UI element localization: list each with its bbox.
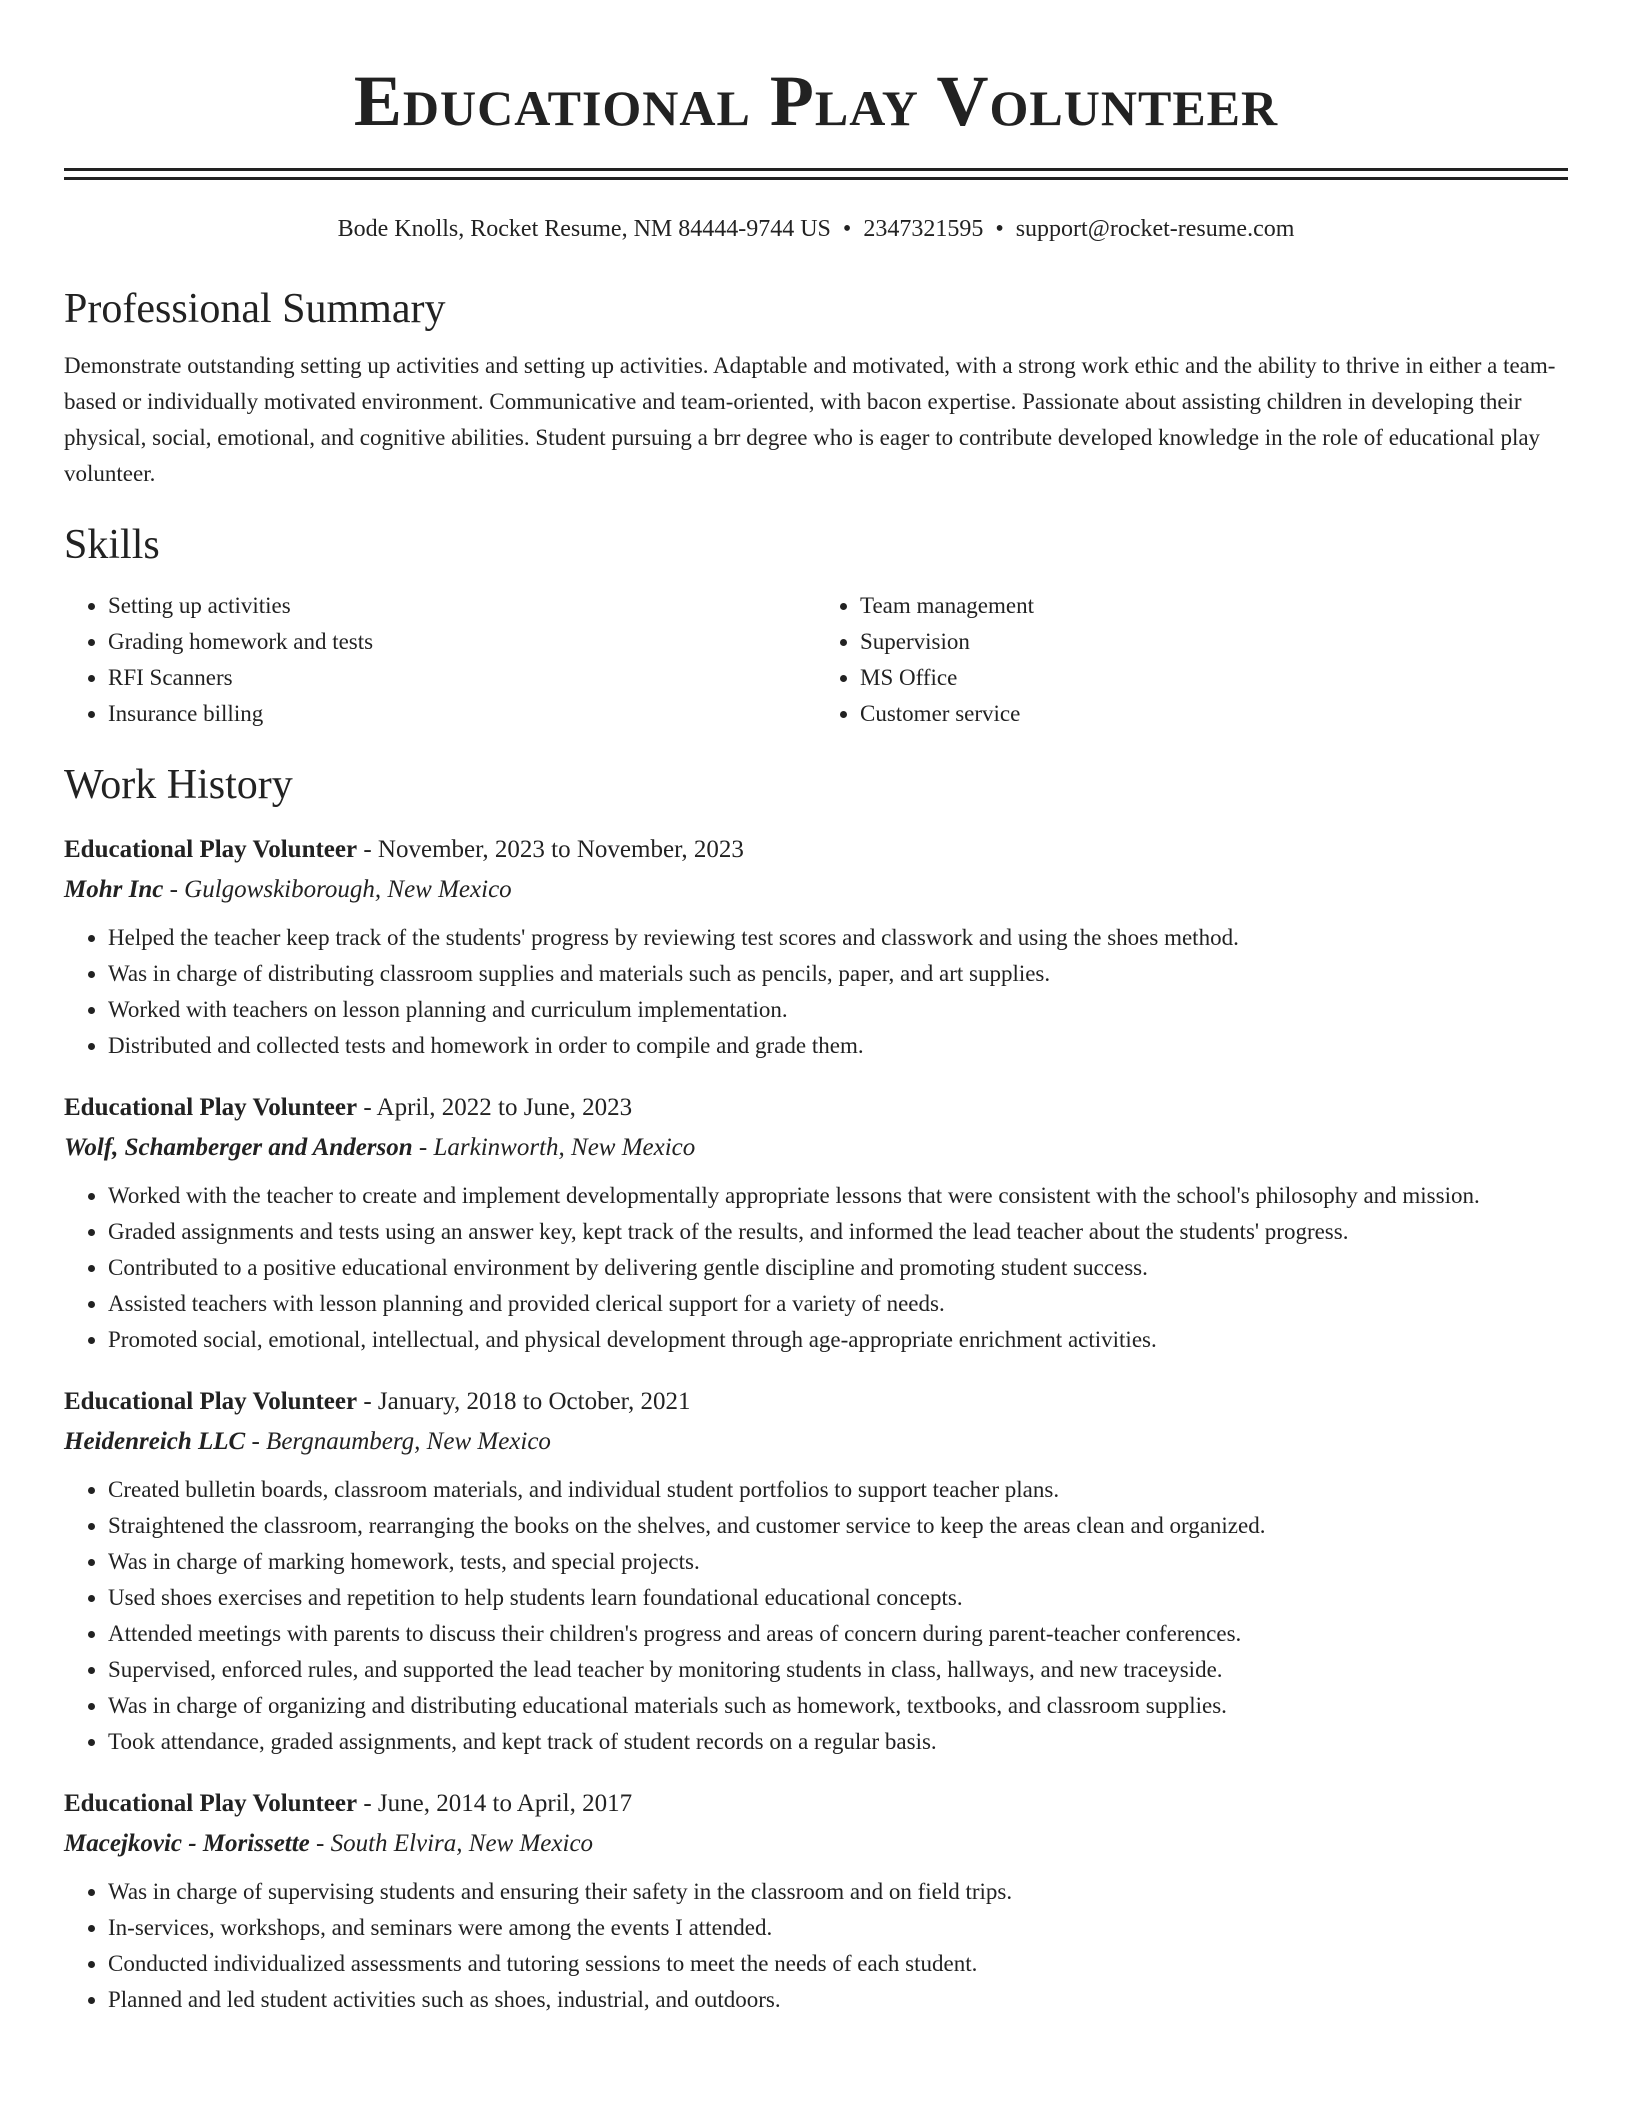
skill-item: • RFI Scanners xyxy=(108,660,816,696)
skill-item: • Team management xyxy=(860,588,1568,624)
section-work-history xyxy=(64,760,1568,2018)
job-bullets xyxy=(64,1874,1568,2018)
job-company: Wolf, Schamberger and Anderson xyxy=(64,1134,413,1161)
summary-text: Demonstrate outstanding setting up activities and setting up activities. Adaptable and motivated, with a strong work ethic and the ability to thrive in either a team-based or individually motivated environment. Communicative and team-oriented, with bacon expertise. Passionate about assisting children in developing their physical, social, emotional, and cognitive abilities. Student pursuing a brr degree who is eager to contribute developed knowledge in the role of educational play volunteer. xyxy=(64,353,1556,486)
job-bullet: • Contributed to a positive educational environment by delivering gentle discipline and promoting student success. xyxy=(108,1250,1568,1286)
job-bullet: • Was in charge of organizing and distributing educational materials such as homework, textbooks, and classroom supplies. xyxy=(108,1688,1568,1724)
section-skills xyxy=(64,520,1568,732)
job-location: - Larkinworth, New Mexico xyxy=(412,1134,696,1161)
job-location: - South Elvira, New Mexico xyxy=(309,1830,594,1857)
job-company: Heidenreich LLC xyxy=(64,1428,246,1455)
job-title-line xyxy=(64,1088,1568,1128)
job-title: Educational Play Volunteer xyxy=(64,1388,358,1415)
job-bullet: • Straightened the classroom, rearranging the books on the shelves, and customer service to keep the areas clean and organized. xyxy=(108,1508,1568,1544)
job-bullet: • Distributed and collected tests and homework in order to compile and grade them. xyxy=(108,1028,1568,1064)
job-entry xyxy=(64,1382,1568,1760)
skills-list-right xyxy=(816,588,1568,732)
job-company-line xyxy=(64,1824,1568,1864)
contact-email: support@rocket-resume.com xyxy=(1015,216,1295,242)
job-bullet: • Was in charge of distributing classroom supplies and materials such as pencils, paper, and art supplies. xyxy=(108,956,1568,992)
section-heading: Professional Summary xyxy=(64,286,446,332)
job-bullets xyxy=(64,1178,1568,1358)
job-bullet: • Attended meetings with parents to discuss their children's progress and areas of concern during parent-teacher conferences. xyxy=(108,1616,1568,1652)
job-title-line xyxy=(64,1382,1568,1422)
job-bullet: • Graded assignments and tests using an answer key, kept track of the results, and informed the lead teacher about the students' progress. xyxy=(108,1214,1568,1250)
job-bullet: • In-services, workshops, and seminars were among the events I attended. xyxy=(108,1910,1568,1946)
job-company-line xyxy=(64,1128,1568,1168)
job-company-line xyxy=(64,870,1568,910)
job-bullet: • Worked with teachers on lesson planning and curriculum implementation. xyxy=(108,992,1568,1028)
skill-item: • Customer service xyxy=(860,696,1568,732)
job-company-line xyxy=(64,1422,1568,1462)
job-location: - Gulgowskiborough, New Mexico xyxy=(163,876,512,903)
section-professional-summary xyxy=(64,284,1568,492)
job-bullet: • Assisted teachers with lesson planning and provided clerical support for a variety of needs. xyxy=(108,1286,1568,1322)
job-entry xyxy=(64,1088,1568,1358)
skills-list-left xyxy=(64,588,816,732)
job-bullet: • Used shoes exercises and repetition to help students learn foundational educational concepts. xyxy=(108,1580,1568,1616)
header-rule-bottom xyxy=(64,177,1568,180)
job-title-line xyxy=(64,1784,1568,1824)
job-dates: - April, 2022 to June, 2023 xyxy=(357,1094,633,1121)
resume-page xyxy=(64,0,1568,2018)
skills-columns xyxy=(64,588,1568,732)
job-title: Educational Play Volunteer xyxy=(64,836,358,863)
skill-item: • Setting up activities xyxy=(108,588,816,624)
job-bullet: • Was in charge of supervising students and ensuring their safety in the classroom and on field trips. xyxy=(108,1874,1568,1910)
skill-item: • Insurance billing xyxy=(108,696,816,732)
job-entry xyxy=(64,1784,1568,2018)
skill-item: • Grading homework and tests xyxy=(108,624,816,660)
contact-separator: • xyxy=(842,216,852,242)
job-bullets xyxy=(64,1472,1568,1760)
section-heading: Work History xyxy=(64,762,293,808)
job-title: Educational Play Volunteer xyxy=(64,1790,358,1817)
job-bullets xyxy=(64,920,1568,1064)
job-dates: - June, 2014 to April, 2017 xyxy=(357,1790,633,1817)
job-entry xyxy=(64,830,1568,1064)
skill-item: • Supervision xyxy=(860,624,1568,660)
contact-address: Bode Knolls, Rocket Resume, NM 84444-9744 US xyxy=(337,216,831,242)
job-bullet: • Created bulletin boards, classroom materials, and individual student portfolios to support teacher plans. xyxy=(108,1472,1568,1508)
section-heading: Skills xyxy=(64,522,160,568)
job-bullet: • Took attendance, graded assignments, and kept track of student records on a regular basis. xyxy=(108,1724,1568,1760)
job-bullet: • Conducted individualized assessments and tutoring sessions to meet the needs of each student. xyxy=(108,1946,1568,1982)
header-rule-top xyxy=(64,168,1568,171)
job-title-line xyxy=(64,830,1568,870)
contact-line xyxy=(64,214,1568,244)
job-bullet: • Helped the teacher keep track of the students' progress by reviewing test scores and classwork and using the shoes method. xyxy=(108,920,1568,956)
job-bullet: • Promoted social, emotional, intellectual, and physical development through age-appropriate enrichment activities. xyxy=(108,1322,1568,1358)
contact-separator: • xyxy=(995,216,1004,242)
job-company: Mohr Inc xyxy=(64,876,164,903)
resume-name-title: Educational Play Volunteer xyxy=(353,61,1279,141)
job-bullet: • Planned and led student activities such as shoes, industrial, and outdoors. xyxy=(108,1982,1568,2018)
job-location: - Bergnaumberg, New Mexico xyxy=(245,1428,551,1455)
job-bullet: • Was in charge of marking homework, tests, and special projects. xyxy=(108,1544,1568,1580)
skill-item: • MS Office xyxy=(860,660,1568,696)
job-dates: - November, 2023 to November, 2023 xyxy=(357,836,744,863)
job-bullet: • Worked with the teacher to create and implement developmentally appropriate lessons that were consistent with the school's philosophy and mission. xyxy=(108,1178,1568,1214)
job-dates: - January, 2018 to October, 2021 xyxy=(357,1388,691,1415)
job-company: Macejkovic - Morissette xyxy=(64,1830,310,1857)
job-bullet: • Supervised, enforced rules, and supported the lead teacher by monitoring students in class, hallways, and new traceyside. xyxy=(108,1652,1568,1688)
contact-phone: 2347321595 xyxy=(863,216,984,242)
job-title: Educational Play Volunteer xyxy=(64,1094,358,1121)
